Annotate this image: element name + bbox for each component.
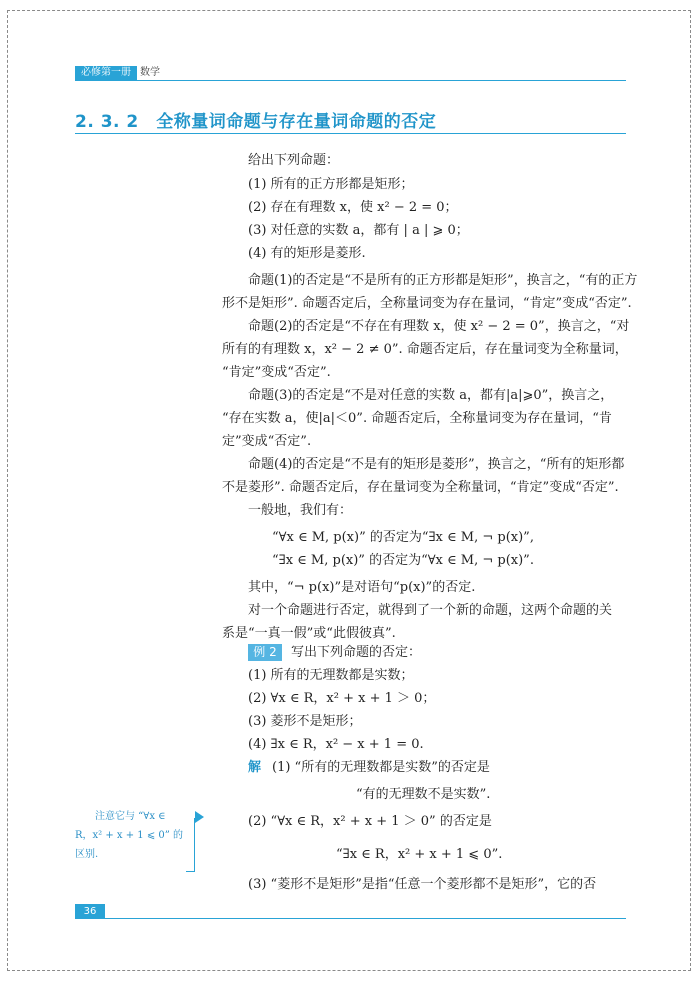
- text-line: (1) 所有的无理数都是实数；: [248, 668, 414, 683]
- text-line: 命题(4)的否定是“不是有的矩形是菱形”，换言之，“所有的矩形都: [248, 457, 625, 472]
- text-line: 给出下列命题：: [248, 153, 340, 168]
- text-line: (2) 存在有理数 x，使 x² − 2 = 0；: [248, 200, 458, 215]
- text-line: (2) ∀x ∈ R，x² + x + 1 ＞ 0；: [248, 691, 436, 706]
- text-line: 命题(3)的否定是“不是对任意的实数 a，都有|a|⩾0”，换言之，: [248, 388, 614, 403]
- text-line: 定”变成“否定”.: [222, 434, 312, 449]
- formula-line: “∃x ∈ M, p(x)” 的否定为“∀x ∈ M, ¬ p(x)”.: [272, 553, 534, 568]
- text-line: (4) ∃x ∈ R，x² − x + 1 = 0.: [248, 737, 424, 752]
- text-line: (3) 对任意的实数 a，都有 | a | ⩾ 0；: [248, 223, 469, 238]
- formula-line: “∃x ∈ R，x² + x + 1 ⩽ 0”.: [336, 847, 503, 862]
- text-line: (3) “菱形不是矩形”是指“任意一个菱形都不是矩形”，它的否: [248, 877, 597, 892]
- text-line: “肯定”变成“否定”.: [222, 365, 331, 380]
- section-rule: [75, 133, 626, 134]
- margin-note-line: 注意它与 “∀x ∈: [95, 811, 166, 822]
- note-bracket-foot: [186, 871, 195, 872]
- margin-note-line: R，x² + x + 1 ⩽ 0” 的: [75, 830, 184, 841]
- text-line: (4) 有的矩形是菱形.: [248, 246, 366, 261]
- margin-note: [75, 807, 190, 864]
- header-rule: [75, 80, 626, 81]
- text-line: 其中，“¬ p(x)”是对语句“p(x)”的否定.: [248, 580, 476, 595]
- note-bracket: [194, 818, 195, 872]
- text-line: (1) “所有的无理数都是实数”的否定是: [272, 760, 490, 775]
- header-subject: 数学: [140, 67, 160, 78]
- text-line: 写出下列命题的否定：: [291, 645, 422, 660]
- text-line: 命题(2)的否定是“不存在有理数 x，使 x² − 2 = 0”，换言之，“对: [248, 319, 630, 334]
- text-line: 不是菱形”. 命题否定后，存在量词变为全称量词，“肯定”变成“否定”.: [222, 480, 619, 495]
- text-line: 一般地，我们有：: [248, 503, 353, 518]
- text-line: 对一个命题进行否定，就得到了一个新的命题，这两个命题的关: [248, 603, 613, 618]
- solution-label: 解: [248, 760, 262, 775]
- header-book-tag: 必修第一册: [75, 66, 137, 80]
- text-line: 所有的有理数 x，x² − 2 ≠ 0”. 命题否定后，存在量词变为全称量词，: [222, 342, 628, 357]
- example-label: 例 2: [248, 644, 282, 661]
- page-number: 36: [75, 904, 105, 919]
- footer-rule: [105, 918, 626, 919]
- text-line: (1) 所有的正方形都是矩形；: [248, 177, 414, 192]
- text-line: 形不是矩形”. 命题否定后，全称量词变为存在量词，“肯定”变成“否定”.: [222, 296, 632, 311]
- text-line: (3) 菱形不是矩形；: [248, 714, 362, 729]
- text-line: 系是“一真一假”或“此假彼真”.: [222, 626, 396, 641]
- section-title: 2. 3. 2 全称量词命题与存在量词命题的否定: [75, 112, 437, 132]
- note-arrow-icon: [195, 811, 204, 823]
- formula-line: “∀x ∈ M, p(x)” 的否定为“∃x ∈ M, ¬ p(x)”,: [272, 530, 534, 545]
- formula-line: “有的无理数不是实数”.: [356, 787, 491, 802]
- text-line: 命题(1)的否定是“不是所有的正方形都是矩形”，换言之，“有的正方: [248, 273, 638, 288]
- text-line: “存在实数 a，使|a|＜0”. 命题否定后，全称量词变为存在量词，“肯: [222, 411, 612, 426]
- text-line: (2) “∀x ∈ R，x² + x + 1 ＞ 0” 的否定是: [248, 814, 492, 829]
- margin-note-line: 区别.: [75, 849, 99, 860]
